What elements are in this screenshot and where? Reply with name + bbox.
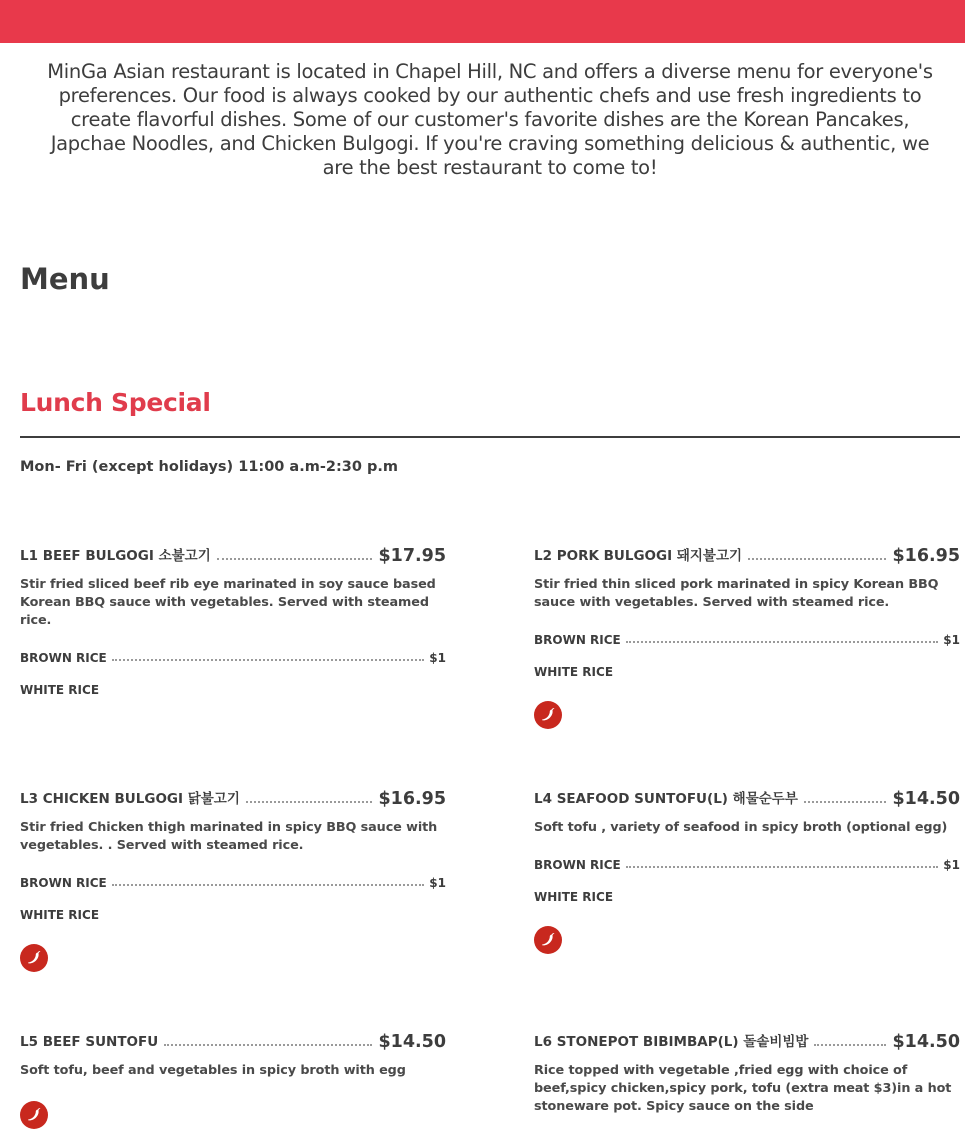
- item-price: $16.95: [378, 789, 446, 809]
- item-description: Stir fried thin sliced pork marinated in spicy Korean BBQ sauce with vegetables. Served with steamed rice.: [534, 577, 939, 610]
- chili-pepper-icon: [20, 944, 48, 972]
- option-name: BROWN RICE: [20, 651, 107, 665]
- section-divider: [20, 436, 960, 438]
- option-name: WHITE RICE: [20, 683, 100, 697]
- leader-dots: [814, 1044, 886, 1046]
- menu-item-l6[interactable]: [534, 1028, 960, 1116]
- menu-item-l4[interactable]: [534, 785, 960, 905]
- item-description: Soft tofu , variety of seafood in spicy broth (optional egg): [534, 820, 948, 835]
- menu-heading: Menu: [20, 262, 110, 296]
- leader-dots: [804, 801, 887, 803]
- leader-dots: [112, 659, 425, 661]
- menu-item-l3[interactable]: [20, 785, 446, 923]
- option-price: $1: [429, 876, 446, 890]
- item-description: Soft tofu, beef and vegetables in spicy broth with egg: [20, 1063, 406, 1078]
- leader-dots: [246, 801, 373, 803]
- item-option[interactable]: [20, 650, 446, 666]
- chili-pepper-icon: [534, 701, 562, 729]
- option-name: WHITE RICE: [20, 908, 100, 922]
- restaurant-intro: MinGa Asian restaurant is located in Chapel Hill, NC and offers a diverse menu for everyone's preferences. Our food is always cooked by our authentic chefs and use fresh ingredients to create flavorful dishes. Some of our customer's favorite dishes are the Korean Pancakes, Japchae Noodles, and Chicken Bulgogi. If you're craving something delicious & authentic, we are the best restaurant to come to!: [47, 60, 933, 179]
- menu-item-l1[interactable]: [20, 542, 446, 698]
- leader-dots: [626, 866, 939, 868]
- top-banner: [0, 0, 965, 43]
- item-price: $17.95: [378, 546, 446, 566]
- item-description: Stir fried sliced beef rib eye marinated in soy sauce based Korean BBQ sauce with vegetables. Served with steamed rice.: [20, 577, 436, 628]
- item-option[interactable]: [20, 875, 446, 891]
- chili-pepper-icon: [20, 1101, 48, 1129]
- section-hours: Mon- Fri (except holidays) 11:00 a.m-2:30 p.m: [20, 459, 398, 475]
- item-option[interactable]: [534, 632, 960, 648]
- option-name: BROWN RICE: [20, 876, 107, 890]
- option-name: WHITE RICE: [534, 890, 614, 904]
- leader-dots: [112, 884, 425, 886]
- item-price: $14.50: [378, 1032, 446, 1052]
- option-price: $1: [943, 858, 960, 872]
- chili-pepper-icon: [534, 926, 562, 954]
- option-price: $1: [943, 633, 960, 647]
- item-option[interactable]: [534, 857, 960, 873]
- item-price: $14.50: [892, 1032, 960, 1052]
- option-name: BROWN RICE: [534, 858, 621, 872]
- option-name: BROWN RICE: [534, 633, 621, 647]
- item-name: L1 BEEF BULGOGI 소불고기: [20, 548, 211, 564]
- menu-item-l5[interactable]: [20, 1028, 446, 1080]
- item-option[interactable]: [20, 907, 446, 923]
- section-title: Lunch Special: [20, 388, 211, 417]
- leader-dots: [164, 1044, 372, 1046]
- leader-dots: [626, 641, 939, 643]
- leader-dots: [748, 558, 886, 560]
- item-option[interactable]: [534, 664, 960, 680]
- item-name: L3 CHICKEN BULGOGI 닭불고기: [20, 791, 240, 807]
- item-option[interactable]: [534, 889, 960, 905]
- option-price: $1: [429, 651, 446, 665]
- item-price: $14.50: [892, 789, 960, 809]
- item-name: L5 BEEF SUNTOFU: [20, 1034, 159, 1050]
- item-name: L4 SEAFOOD SUNTOFU(L) 해물순두부: [534, 791, 798, 807]
- item-name: L6 STONEPOT BIBIMBAP(L) 돌솥비빔밥: [534, 1034, 809, 1050]
- item-description: Stir fried Chicken thigh marinated in spicy BBQ sauce with vegetables. . Served with steamed rice.: [20, 820, 438, 853]
- menu-item-l2[interactable]: [534, 542, 960, 680]
- item-price: $16.95: [892, 546, 960, 566]
- item-description: Rice topped with vegetable ,fried egg with choice of beef,spicy chicken,spicy pork, tofu (extra meat $3)in a hot stoneware pot. Spicy sauce on the side: [534, 1063, 952, 1114]
- option-name: WHITE RICE: [534, 665, 614, 679]
- leader-dots: [217, 558, 373, 560]
- item-option[interactable]: [20, 682, 446, 698]
- item-name: L2 PORK BULGOGI 돼지불고기: [534, 548, 743, 564]
